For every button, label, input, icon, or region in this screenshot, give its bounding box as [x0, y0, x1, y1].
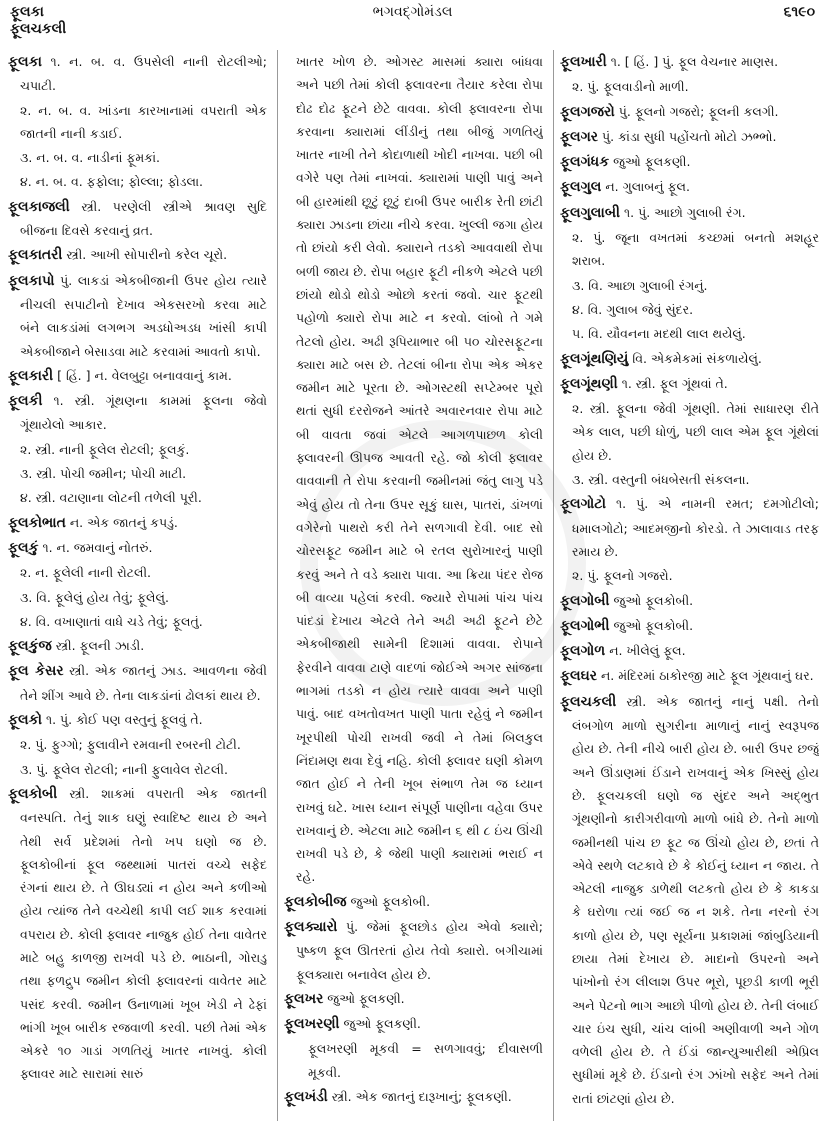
headword: ફૂલગંધક [560, 154, 610, 171]
definition-text: સ્ત્રી. એક જાતનું નાનું પક્ષી. તેનો લંબગોળ માળો સુગરીના માળાનું નાનું સ્વરૂપજ હોય છે. તેની નીચે બારી હોય છે. બારી ઉપર છજું અને ઊંડાણમાં ઈંડાને રાખવાનું એક ખિસ્સું હોય છે. ફૂલચકલી ઘણો જ સુંદર અને અદ્ભુત ગૂંથણીનો કારીગરીવાળો માળો બાંધે છે. તેનો માળો જમીનથી પાંચ છ ફૂટ જ ઊંચો હોય છે, છતાં તે એવે સ્થળે લટકાવે છે કે કોઈનું ધ્યાન ન જાય. તે એટલી નાજુક ડાળેથી લટકતો હોય છે કે કાકડા કે ઘરોળા ત્યાં જઈ જ ન શકે. તેના નરનો રંગ કાળો હોય છે, પણ સૂર્યના પ્રકાશમાં જાંબુડિયાની છાયા તેમાં દેખાય છે. માદાનો ઉપરનો અને પાંખોનો રંગ લીલાશ ઉપર ભૂરો, પૂછડી કાળી ભૂરી અને પેટનો ભાગ આછો પીળો હોય છે. તેની લંબાઈ ચાર ઇંચ સુધી, ચાંચ લાંબી અણીવાળી અને ગોળ વળેલી હોય છે. તે ઈંડાં જાન્યુઆરીથી એપ્રિલ સુધીમાં મૂકે છે. ઈંડાનો રંગ ઝાંખો સફેદ અને તેમાં રાતાં છાંટણાં હોય છે. [572, 693, 819, 1106]
definition-text: ૨. ન. ફૂલેલી નાની રોટલી. [20, 565, 152, 581]
definition-text: ૩. સ્ત્રી. વસ્તુની બંધબેસતી સંકલના. [572, 472, 750, 488]
dictionary-entry [8, 511, 267, 535]
definition-text: ૧. [ હિં. ] પું. ફૂલ વેચનાર માણસ. [606, 54, 779, 69]
page-number: ૬૧૯૦ [783, 4, 815, 20]
headword: ફૂલકો [8, 712, 42, 729]
entry-sense [8, 561, 267, 584]
headword: ફૂલકોબીજ [284, 893, 347, 910]
entry-sense [8, 99, 267, 146]
definition-text: ૧. ન. બ. વ. ઉપસેલી નાની રોટલીઓ; ચપાટી. [20, 54, 267, 94]
entry-sense [560, 468, 819, 491]
entry-sense [8, 146, 267, 169]
definition-text: ૩. પું. ફૂલેલ રોટલી; નાની ફુલાવેલ રોટલી. [20, 761, 228, 777]
headword: ફૂલકાજલી [8, 198, 70, 215]
dictionary-entry [560, 492, 819, 563]
headword: ફૂલચકલી [560, 693, 617, 710]
headword: ફૂલગજરો [560, 103, 615, 120]
definition-text: ફૂલખરણી મૂકવી = સળગાવવું; દીવાસળી મૂકવી. [308, 1041, 543, 1080]
entry-sense [8, 486, 267, 509]
definition-text: પું. જેમાં ફૂલછોડ હોય એવો ક્યારો; પુષ્કળ ફૂલ ઊતરતાં હોય તેવો ક્યારો. બગીચામાં ફૂલક્યારા બનાવેલ હોય છે. [296, 918, 543, 982]
definition-text: જુઓ ફૂલકોબી. [609, 617, 694, 633]
definition-text: ૪. ન. બ. વ. ફફોલા; ફોલ્લા; ફોડલા. [20, 174, 203, 190]
headword: ફૂલકું [8, 539, 39, 556]
dictionary-entry [8, 50, 267, 98]
dictionary-entry [8, 708, 267, 732]
headword: ફૂલકા [8, 54, 42, 70]
entry-sense [560, 322, 819, 345]
definition-text: પું. ફૂલનો ગજરો; ફૂલની કલગી. [614, 103, 779, 119]
headword: ફૂલખારી [560, 54, 607, 70]
entry-sense [8, 733, 267, 756]
definition-text: ૪. વિ. વખાણાતાં વાધે ચડે તેવું; ફૂલતું. [20, 613, 203, 629]
definition-text: વિ. એકમેકમાં સંકળાયેલું. [628, 350, 762, 366]
definition-text: સ્ત્રી. ફૂલની ઝાડી. [51, 638, 145, 654]
dictionary-entry [560, 347, 819, 371]
dictionary-entry [560, 150, 819, 174]
definition-text: પું. કાંડા સુધી પહોંચતો મોટો ઝભ્ભો. [598, 128, 777, 144]
dictionary-entry [560, 664, 819, 688]
definition-text: ૨. પું. ફૂલનો ગજરો. [572, 568, 673, 584]
entry-sense [560, 397, 819, 467]
definition-text: ૪. સ્ત્રી. વટાણાના લોટની તળેલી પૂરી. [20, 490, 202, 506]
definition-text: ન. મંદિરમાં ઠાકોરજી માટે ફૂલ ગૂંથવાનું ઘર. [596, 668, 814, 684]
definition-text: સ્ત્રી. પરણેલી સ્ત્રીએ શ્રાવણ સુદિ બીજના દિવસે કરવાનું વ્રત. [20, 198, 267, 239]
column-1 [8, 50, 267, 1121]
headword: ફૂલકાતરી [8, 247, 63, 264]
headword: ફૂલખર [284, 990, 324, 1007]
dictionary-entry [8, 389, 267, 437]
headword: ફૂલગુલાબી [560, 204, 621, 221]
headword: ફૂલગૂંથણિયું [560, 350, 629, 367]
definition-text: સ્ત્રી. એક જાતનું ઝાડ. આવળના જેવી તેને શીંગ આવે છે. તેના લાકડાંનાં ઢોલકાં થાય છે. [20, 663, 267, 703]
entry-sense [8, 170, 267, 193]
dictionary-entry [560, 589, 819, 613]
entry-sense [8, 438, 267, 461]
definition-text: ૨. પું. ફૂલવાડીનો માળી. [572, 79, 689, 95]
entry-sense [560, 226, 819, 273]
entry-sense [560, 564, 819, 587]
entry-sense [8, 462, 267, 485]
guide-word-last: ફૂલચકલી [10, 21, 67, 37]
dictionary-entry [560, 372, 819, 396]
definition-text: જુઓ ફૂલકોબી. [609, 592, 694, 608]
headword: ફૂલગૂંથણી [560, 375, 618, 392]
headword: ફૂલગુલ [560, 179, 602, 196]
definition-text: ન. ખીલેલું ફૂલ. [605, 643, 686, 659]
definition-text: ૧. પું. કોઈ પણ વસ્તુનું ફૂલવું તે. [41, 712, 203, 728]
definition-text: ન. એક જાતનું કપડું. [65, 514, 178, 530]
definition-text: ન. ગુલાબનું ફૂલ. [601, 179, 690, 195]
column-2 [277, 50, 543, 1121]
headword: ફૂલખરણી [284, 1016, 340, 1033]
headword: ફૂલકુંજ [8, 638, 52, 655]
definition-text: ૩. ન. બ. વ. નાડીનાં ફૂમકાં. [20, 150, 161, 166]
headword: ફૂલગોટો [560, 496, 606, 513]
definition-text: ૫. વિ. યૌવનના મદથી લાલ થયેલું. [572, 326, 746, 342]
entry-sense [8, 758, 267, 781]
definition-text: ૨. સ્ત્રી. નાની ફૂલેલ રોટલી; ફૂલકું. [20, 441, 190, 457]
definition-text: ખાતર ખોળ છે. ઓગસ્ટ માસમાં ક્યારા બાંધવા અને પછી તેમાં કોલી ફ્લાવરના તૈયાર કરેલા રોપા દોઢ દોઢ ફૂટને છેટે વાવવા. કોલી ફ્લાવરના રોપા કરવાના ક્યારામાં લીંડીનું તથા બીજું ગળતિયું ખાતર નાખી તેને કોદાળાથી ખોદી નાખવા. પછી બી વગેરે પણ તેમાં નાખવાં. ક્યારામાં પાણી પાવું અને બી હારમાંથી છૂટું છૂટું દાબી ઉપર બારીક રેતી છાંટી ક્યારા ઝાડના છાંયા નીચે કરવા. ખુલ્લી જગા હોય તો છાંયો કરી લેવો. ક્યારાને તડકો આવવાથી રોપા બળી જાય છે. રોપા બહાર ફૂટી નીકળે એટલે પછી છાંયો થોડો થોડો ઓછો કરતાં જવો. ચાર ફૂટથી પહોળો ક્યારો રોપા માટે ન કરવો. લાંબો તે ગમે તેટલો હોય. અઢી રૂપિયાભાર બી ૫૦ ચોરસફૂટના ક્યારા માટે બસ છે. તેટલાં બીના રોપા એક એકર જમીન માટે પૂરતા છે. ઓગસ્ટથી સપ્ટેમ્બર પૂરો થતાં સુધી દરરોજને આંતરે અવારનવાર રોપા માટે બી વાવતા જવાં એટલે આગળપાછળ કોલી ફ્લાવરની ઊપજ આવતી રહે. જો કોલી ફ્લાવર વાવવાની તે રોપા કરવાની જમીનમાં જંતુ લાગુ પડે એવું હોય તો તેના ઉપર સૂકું ઘાસ, પાતરાં, ડાંખળાં વગેરેનો પાથરો કરી તેને સળગાવી દેવી. બાદ સો ચોરસફૂટ જમીન માટે બે રતલ સુરોખારનું પાણી કરવું અને તે વડે ક્યારા પાવા. આ ક્રિયા પંદર રોજ બી વાવ્યા પહેલાં કરવી. જ્યારે રોપામાં પાંચ પાંચ પાંદડાં દેખાય એટલે તેને અઢી અઢી ફૂટને છેટે એકબીજાથી સામેની દિશામાં વાવવા. રોપાને ફેરવીને વાવવા ટાણે વાદળાં જોઈએ અગર સાંજના ભાગમાં તડકો ન હોય ત્યારે વાવવા અને પાણી પાવું. બાદ વખતોવખત પાણી પાતા રહેવું ને જમીન ખૂરપીથી પોચી રાખવી જવી ને તેમાં બિલકુલ નિંદામણ થવા દેવું નહિ. કોલી ફ્લાવર ઘણી કોમળ જાત હોઈ ને તેની ખૂબ સંભાળ તેમ જ ધ્યાન રાખવું ઘટે. ખાસ ધ્યાન સંપૂર્ણ પાણીના વહેવા ઉપર રાખવાનું છે. એટલા માટે જમીન ૬ થી ૮ ઇંચ ઊંચી રાખવી પડે છે, કે જેથી પાણી ક્યારામાં ભરાઈ ન રહે. [296, 54, 543, 885]
dictionary-columns [8, 50, 819, 1121]
headword: ફૂલકી [8, 393, 43, 410]
definition-text: જુઓ ફૂલકણી. [609, 154, 691, 170]
entry-sense [560, 298, 819, 321]
dictionary-entry [560, 125, 819, 149]
dictionary-entry [8, 659, 267, 707]
definition-text: ૧. પું. આછો ગુલાબી રંગ. [620, 204, 746, 220]
dictionary-entry [284, 1085, 543, 1109]
definition-text: સ્ત્રી. શાકમાં વપરાતી એક જાતની વનસ્પતિ. તેનું શાક ઘણું સ્વાદિષ્ટ થાય છે અને તેથી સર્વ પ્રદેશમાં તેનો ખપ ઘણો જ છે. ફૂલકોબીનાં ફૂલ જથ્થામાં પાતરાં વચ્ચે સફેદ રંગનાં થાય છે. તે ઊઘડ્યાં ન હોય અને કળીઓ હોય ત્યાંજ તેને વચ્ચેથી કાપી લઈ શાક કરવામાં વપરાય છે. કોલી ફ્લાવર નાજુક હોઈ તેના વાવેતર માટે બહુ કાળજી રાખવી પડે છે. ભાઠાની, ગોરાડુ તથા ફળદ્રુપ જમીન કોલી ફ્લાવરનાં વાવેતર માટે પસંદ કરવી. જમીન ઉનાળામાં ખૂબ ખેડી ને ઢેફાં ભાંગી ખૂબ બારીક રજવાળી કરવી. પછી તેમાં એક એકરે ૧૦ ગાડાં ગળતિયું ખાતર નાખવું. કોલી ફ્લાવર માટે સારામાં સારું [20, 785, 267, 1082]
headword: ફૂલગોભી [560, 617, 610, 634]
entry-sense [560, 75, 819, 98]
entry-sense [284, 50, 543, 889]
dictionary-entry [8, 364, 267, 388]
dictionary-entry [8, 269, 267, 363]
dictionary-entry [284, 890, 543, 914]
definition-text: જુઓ ફૂલકણી. [323, 990, 405, 1006]
definition-text: ૨. સ્ત્રી. ફૂલના જેવી ગૂંથણી. તેમાં સાધારણ રીતે એક લાલ, પછી ધોળું, પછી લાલ એમ ફૂલ ગૂંથેલાં હોય છે. [572, 401, 819, 463]
definition-text: ૩. વિ. આછા ગુલાબી રંગનું. [572, 277, 708, 293]
headword: ફૂલગોળ [560, 643, 606, 660]
definition-text: ૪. વિ. ગુલાબ જેવું સુંદર. [572, 301, 694, 317]
headword: ફૂલગર [560, 128, 599, 145]
definition-text: સ્ત્રી. એક જાતનું દારૂખાનું; ફૂલકણી. [327, 1089, 512, 1105]
definition-text: ૨. ન. બ. વ. ખાંડના કારખાનામાં વપરાતી એક જાતની નાની કડાઈ. [20, 102, 267, 141]
dictionary-entry [560, 690, 819, 1110]
dictionary-entry [560, 50, 819, 74]
dictionary-entry [284, 1012, 543, 1036]
definition-text: [ હિં. ] ન. વેલબુટ્ટા બનાવવાનું કામ. [53, 367, 232, 383]
definition-text: પું. લાકડાં એકબીજાની ઉપર હોય ત્યારે નીચલી સપાટીનો દેખાવ એકસરખો કરવા માટે બંને લાકડાંમાં લગભગ અડધોઅડધ ખાંસી કાપી એકબીજાને બેસાડવા માટે કરવામાં આવતો કાપો. [20, 272, 267, 359]
definition-text: જુઓ ફૂલકોબી. [346, 893, 431, 909]
definition-text: ૧. સ્ત્રી. ફૂલ ગૂંથવાં તે. [617, 375, 728, 391]
column-3 [553, 50, 819, 1121]
headword: ફૂલગોબી [560, 592, 610, 609]
definition-text: જુઓ ફૂલકણી. [339, 1016, 421, 1032]
headword: ફૂલકાપો [8, 272, 55, 289]
dictionary-entry [560, 100, 819, 124]
dictionary-entry [284, 915, 543, 986]
definition-text: ૧. પું. એ નામની રમત; દમગોટીલો; ધમાલગોટો; આદમજીનો કોરડો. તે ઝાલાવાડ તરફ રમાય છે. [572, 496, 819, 559]
dictionary-entry [560, 175, 819, 199]
dictionary-entry [8, 782, 267, 1086]
definition-text: ૨. પું. જૂના વખતમાં કચ્છમાં બનતો મશહૂર શરાબ. [572, 230, 819, 269]
entry-sense [8, 610, 267, 633]
headword: ફૂલખંડી [284, 1089, 328, 1106]
page-title: ભગવદ્ગોમંડલ [372, 4, 453, 20]
entry-sense [560, 274, 819, 297]
definition-text: ૧. ન. જમવાનું નોતરું. [38, 539, 153, 555]
definition-text: ૧. સ્ત્રી. ગૂંથણના કામમાં ફૂલના જેવો ગૂંથાયેલો આકાર. [20, 393, 267, 433]
headword: ફૂલક્યારો [284, 918, 338, 935]
dictionary-entry [284, 987, 543, 1011]
headword: ફૂલકારી [8, 367, 54, 384]
dictionary-entry [560, 201, 819, 225]
definition-text: સ્ત્રી. આખી સોપારીનો કરેલ ચૂરો. [62, 247, 228, 263]
dictionary-entry [8, 634, 267, 658]
headword: ફૂલકોબી [8, 785, 58, 802]
headword: ફૂલઘર [560, 668, 597, 685]
guide-word-first: ફૂલકા [10, 4, 44, 20]
headword: ફૂલકોભાત [8, 514, 66, 531]
definition-text: ૩. વિ. ફૂલેલું હોય તેવું; ફૂલેલું. [20, 589, 169, 605]
dictionary-entry [8, 195, 267, 243]
dictionary-entry [560, 614, 819, 638]
dictionary-entry [8, 536, 267, 560]
headword: ફૂલ કેસર [8, 663, 64, 680]
dictionary-entry [560, 639, 819, 663]
definition-text: ૨. પું. ફુગ્ગો; ફુલાવીને રમવાની રબરની ટોટી. [20, 737, 241, 753]
definition-text: ૩. સ્ત્રી. પોચી જમીન; પોચી માટી. [20, 466, 187, 482]
usage-example [284, 1037, 543, 1084]
entry-sense [8, 586, 267, 609]
dictionary-entry [8, 243, 267, 267]
